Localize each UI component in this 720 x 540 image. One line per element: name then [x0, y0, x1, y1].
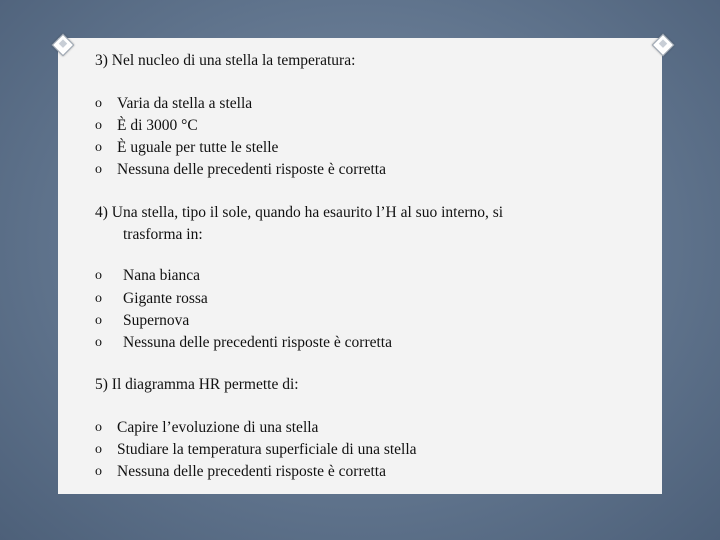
- bullet-icon: o: [95, 420, 102, 435]
- question-4-text-line-1: 4) Una stella, tipo il sole, quando ha esaurito l’H al suo interno, si: [95, 204, 504, 221]
- question-5-option-2: Studiare la temperatura superficiale di una stella: [117, 441, 417, 458]
- question-5-text: 5) Il diagramma HR permette di:: [95, 376, 299, 393]
- question-4-text-line-2: trasforma in:: [123, 226, 203, 243]
- question-4-option-4: Nessuna delle precedenti risposte è corretta: [123, 334, 392, 351]
- question-3-option-1: Varia da stella a stella: [117, 95, 253, 112]
- question-3-option-3: È uguale per tutte le stelle: [117, 139, 279, 156]
- bullet-icon: o: [95, 291, 102, 306]
- question-5-option-3: Nessuna delle precedenti risposte è corretta: [117, 463, 386, 480]
- bullet-icon: o: [95, 313, 102, 328]
- bullet-icon: o: [95, 96, 102, 111]
- bullet-icon: o: [95, 464, 102, 479]
- question-3-text: 3) Nel nucleo di una stella la temperatura:: [95, 52, 356, 69]
- question-4-option-2: Gigante rossa: [123, 290, 208, 307]
- bullet-icon: o: [95, 140, 102, 155]
- question-3-option-4: Nessuna delle precedenti risposte è corretta: [117, 161, 386, 178]
- question-3-option-2: È di 3000 °C: [117, 117, 198, 134]
- bullet-icon: o: [95, 335, 102, 350]
- question-4-option-1: Nana bianca: [123, 267, 201, 284]
- bullet-icon: o: [95, 118, 102, 133]
- bullet-icon: o: [95, 162, 102, 177]
- question-4-option-3: Supernova: [123, 312, 190, 329]
- question-5-option-1: Capire l’evoluzione di una stella: [117, 419, 319, 436]
- bullet-icon: o: [95, 268, 102, 283]
- bullet-icon: o: [95, 442, 102, 457]
